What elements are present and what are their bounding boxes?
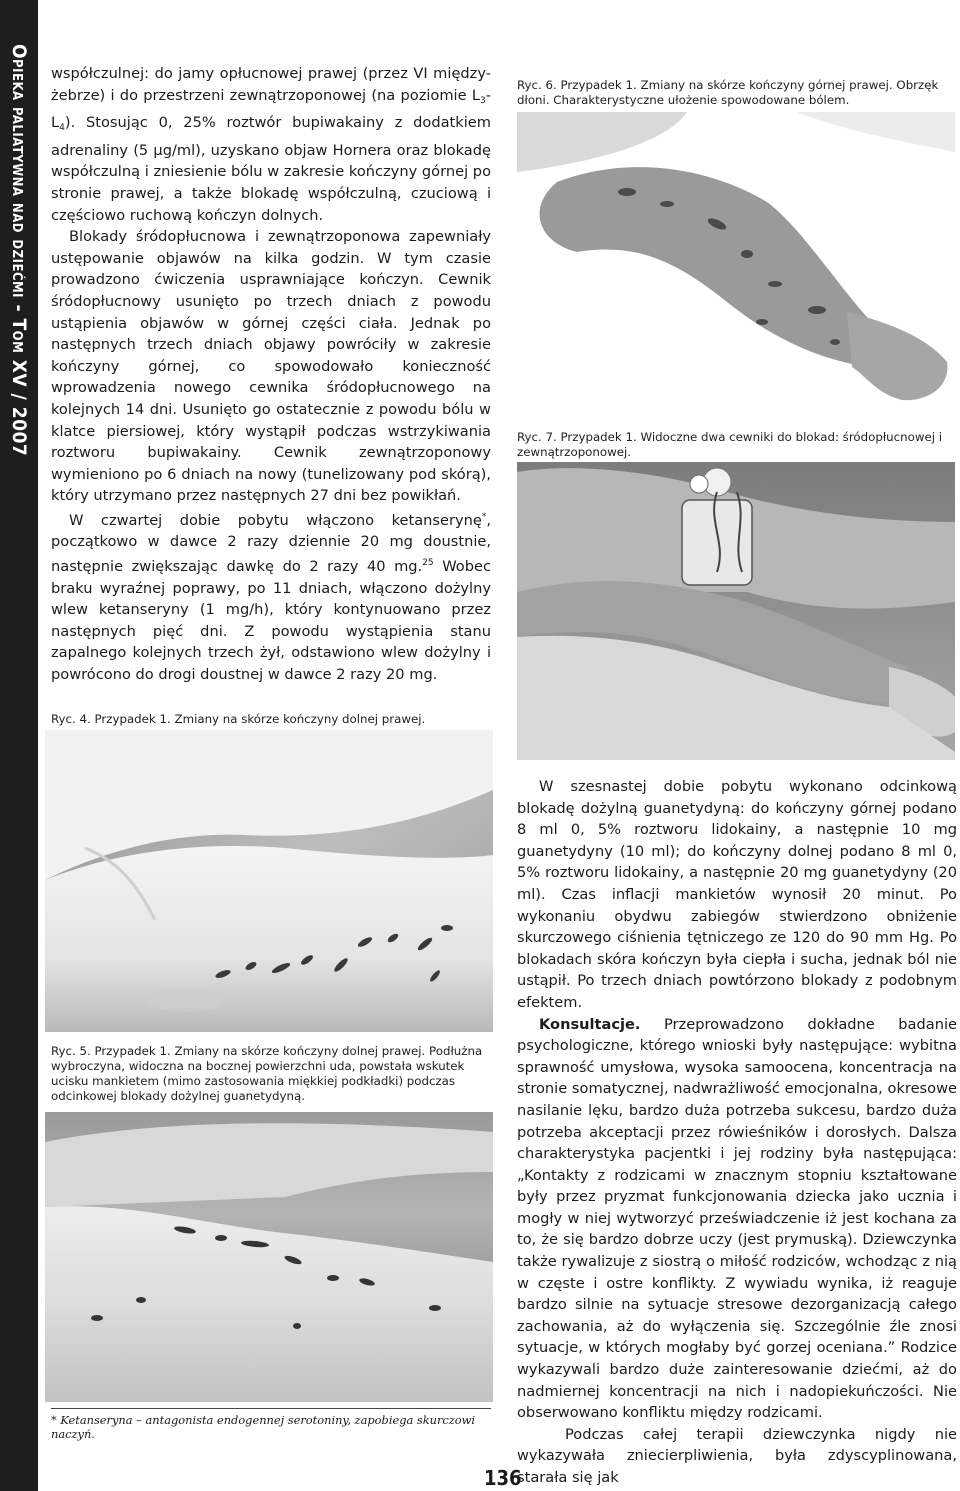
footnote: * Ketanseryna – antagonista endogennej serotoniny, zapobiega skurczowi naczyń. — [51, 1408, 491, 1441]
journal-title: Opieka paliatywna nad dziećmi - Tom XV / 2007 — [8, 44, 30, 457]
p1-part-c: ). Stosując 0, 25% roztwór bupiwakainy z dodatkiem adrenaliny (5 μg/ml), uzyskano objaw Hornera oraz blokadę współczulną i zniesienie bólu w zakresie kończyny górnej po stronie prawej, a także blokadę współczulną, czuciową i częściowo ruchową kończyn dolnych. — [51, 114, 491, 224]
right-paragraph-2-body: Przeprowadzono dokładne badanie psychologiczne, którego wnioski były następujące: wybitna sprawność umysłowa, wysoka samoocena, koncentracja na stronie somatycznej, nadwrażliwość emocjonalna, okresowe nasilanie lęku, bardzo duża potrzeba sukcesu, bardzo duża potrzeba akceptacji przez rówieśników i dorosłych. Dalsza charakterystyka pacjentki i jej rodziny była następująca: „Kontakty z rodzicami w znacznym stopniu kształtowane były przez pryzmat funkcjonowania dziecka jako ucznia i mogły w niej wytworzyć przeświadczenie iż jest kochana za to, że się bardzo dobrze uczy (jest prymuską). Dziewczynka także rywalizuje z siostrą o miłość rodziców, wchodząc z nią w częste i ostre konflikty. Z wywiadu wynika, iż reaguje bardzo silnie na sytuacje stresowe dezorganizacją całego zachowania, aż do wyłączenia się. Szczególnie źle znosi sytuacje, w których mogłaby być gorzej oceniana.” Rodzice wykazywali bardzo duże zainteresowanie dziećmi, aż do nadmiernej koncentracji na nich i nadopiekuńczości. Nie obserwowano konfliktu między rodzicami. — [517, 1015, 957, 1422]
figure-4-photo — [45, 730, 493, 1032]
left-paragraph-2: Blokady śródopłucnowa i zewnątrzoponowa zapewniały ustępowanie objawów na kilka godzin. W tym czasie prowadzono ćwiczenia usprawniające kończyn. Cewnik śródopłucnowy usunięto po trzech dniach z powodu ustąpienia objawów w górnej części ciała. Jednak po następnych trzech dniach objawy powróciły w zakresie kończyny górnej, co spowodowało konieczność wprowadzenia nowego cewnika śródopłucnowego na kolejnych 14 dni. Usunięto go ostatecznie z powodu bólu w klatce piersiowej, który wystąpił podczas wstrzykiwania roztworu bupiwakainy. Cewnik zewnątrzoponowy wymieniono po 6 dniach na nowy (tunelizowany pod skórą), który utrzymano przez następnych 27 dni bez powikłań. — [51, 228, 491, 505]
p3-part-b: , początkowo w dawce 2 razy dziennie 20 mg doustnie, następnie zwiększając dawkę do 2 razy 40 mg. — [51, 511, 491, 576]
figure-6-caption: Ryc. 6. Przypadek 1. Zmiany na skórze kończyny górnej prawej. Obrzęk dłoni. Charakterystyczne ułożenie spowodowane bólem. — [517, 78, 939, 107]
figure-4-caption: Ryc. 4. Przypadek 1. Zmiany na skórze kończyny dolnej prawej. — [51, 712, 426, 726]
figure-5-photo — [45, 1112, 493, 1402]
left-column-text — [51, 63, 491, 686]
p3-part-a: W czwartej dobie pobytu włączono ketanserynę — [69, 511, 482, 529]
p1-part-a: współczulnej: do jamy opłucnowej prawej (przez VI między-żebrze) i do przestrzeni zewnątrzoponowej (na poziomie L — [51, 65, 491, 104]
section-heading-konsultacje: Konsultacje. — [539, 1015, 641, 1033]
left-paragraph-3 — [51, 507, 491, 686]
p3-part-c: Wobec braku wyraźnej poprawy, po 11 dniach, włączono dożylny wlew ketanseryny (1 mg/h), który kontynuowano przez następnych pięć dni. Z powodu wystąpienia stanu zapalnego kolejnych trzech żył, odstawiono wlew dożylny i powrócono do drogi doustnej w dawce 2 razy 20 mg. — [51, 558, 491, 684]
p1-subscript-2: 4 — [59, 123, 65, 134]
journal-sidebar — [0, 0, 38, 1491]
right-paragraph-1: W szesnastej dobie pobytu wykonano odcinkową blokadę dożylną guanetydyną: do kończyny górnej podano 8 ml 0, 5% roztworu lidokainy, a następnie 10 mg guanetydyny (10 ml); do kończyny dolnej podano 8 ml 0, 5% roztworu lidokainy, a następnie 20 mg guanetydyny (20 ml). Czas inflacji mankietów wynosił 20 minut. Po wykonaniu obydwu zabiegów stwierdzono obniżenie skurczowego ciśnienia tętniczego ze 120 do 90 mm Hg. Po blokadach skóra kończyn była ciepła i sucha, jednak ból nie ustąpił. Po trzech dniach powtórzono blokady z podobnym efektem. — [517, 778, 957, 1011]
p1-part-b: -L — [51, 86, 491, 132]
p1-subscript-1: 3 — [479, 95, 486, 106]
figure-7-photo — [517, 462, 955, 760]
figure-6-photo — [517, 112, 955, 412]
footnote-marker: * — [481, 511, 487, 522]
right-column-text — [517, 776, 957, 1489]
right-paragraph-3: Podczas całej terapii dziewczynka nigdy nie wykazywała zniecierpliwienia, była zdyscyplinowana, starała się jak — [517, 1425, 957, 1486]
reference-marker: 25 — [422, 558, 434, 569]
figure-5-caption: Ryc. 5. Przypadek 1. Zmiany na skórze kończyny dolnej prawej. Podłużna wybroczyna, widoczna na bocznej powierzchni uda, powstała wskutek ucisku mankietem (mimo zastosowania miękkiej podkładki) podczas odcinkowej blokady dożylnej guanetydyną. — [51, 1044, 483, 1103]
page-number: 136 — [484, 1466, 522, 1490]
left-paragraph-1 — [51, 63, 491, 226]
right-paragraph-2 — [517, 1014, 957, 1424]
figure-7-caption: Ryc. 7. Przypadek 1. Widoczne dwa cewniki do blokad: śródopłucnowej i zewnątrzoponowej. — [517, 430, 943, 459]
